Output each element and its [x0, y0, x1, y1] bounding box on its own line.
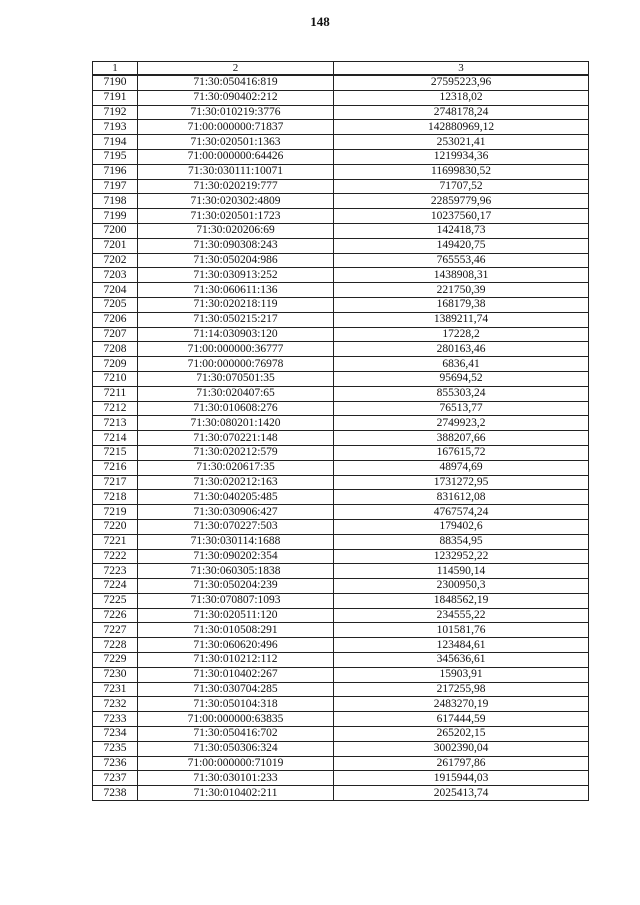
value-cell: 12318,02 [334, 90, 589, 105]
table-row [93, 297, 589, 312]
table-row [93, 164, 589, 179]
table-body [93, 75, 589, 801]
table-row [93, 179, 589, 194]
cadastral-number-cell: 71:30:060611:136 [138, 283, 334, 298]
header-row [93, 62, 589, 76]
cadastral-number-cell: 71:30:060620:496 [138, 638, 334, 653]
table-row [93, 312, 589, 327]
value-cell: 2748178,24 [334, 105, 589, 120]
cadastral-number-cell: 71:30:020501:1363 [138, 135, 334, 150]
row-number-cell: 7232 [93, 697, 138, 712]
table-row [93, 727, 589, 742]
table-row [93, 268, 589, 283]
column-header-3: 3 [334, 62, 589, 76]
cadastral-number-cell: 71:30:020511:120 [138, 608, 334, 623]
table-row [93, 90, 589, 105]
cadastral-number-cell: 71:00:000000:64426 [138, 149, 334, 164]
value-cell: 4767574,24 [334, 505, 589, 520]
row-number-cell: 7224 [93, 579, 138, 594]
row-number-cell: 7236 [93, 756, 138, 771]
column-header-1: 1 [93, 62, 138, 76]
row-number-cell: 7198 [93, 194, 138, 209]
cadastral-number-cell: 71:30:030913:252 [138, 268, 334, 283]
value-cell: 11699830,52 [334, 164, 589, 179]
row-number-cell: 7201 [93, 238, 138, 253]
cadastral-number-cell: 71:30:050306:324 [138, 741, 334, 756]
row-number-cell: 7234 [93, 727, 138, 742]
table-row [93, 342, 589, 357]
row-number-cell: 7237 [93, 771, 138, 786]
row-number-cell: 7225 [93, 593, 138, 608]
value-cell: 1389211,74 [334, 312, 589, 327]
cadastral-number-cell: 71:30:020302:4809 [138, 194, 334, 209]
cadastral-number-cell: 71:30:050416:819 [138, 75, 334, 90]
row-number-cell: 7194 [93, 135, 138, 150]
table-row [93, 105, 589, 120]
value-cell: 831612,08 [334, 490, 589, 505]
cadastral-number-cell: 71:30:070807:1093 [138, 593, 334, 608]
table-row [93, 638, 589, 653]
table-row [93, 357, 589, 372]
cadastral-number-cell: 71:30:030101:233 [138, 771, 334, 786]
cadastral-number-cell: 71:30:010608:276 [138, 401, 334, 416]
cadastral-number-cell: 71:30:060305:1838 [138, 564, 334, 579]
cadastral-number-cell: 71:30:090202:354 [138, 549, 334, 564]
cadastral-number-cell: 71:30:050416:702 [138, 727, 334, 742]
cadastral-number-cell: 71:30:020407:65 [138, 386, 334, 401]
row-number-cell: 7191 [93, 90, 138, 105]
table-header [93, 62, 589, 76]
cadastral-number-cell: 71:30:020617:35 [138, 460, 334, 475]
cadastral-number-cell: 71:30:020212:163 [138, 475, 334, 490]
table-row [93, 593, 589, 608]
row-number-cell: 7208 [93, 342, 138, 357]
table-row [93, 371, 589, 386]
row-number-cell: 7212 [93, 401, 138, 416]
value-cell: 1915944,03 [334, 771, 589, 786]
value-cell: 1219934,36 [334, 149, 589, 164]
row-number-cell: 7233 [93, 712, 138, 727]
value-cell: 168179,38 [334, 297, 589, 312]
row-number-cell: 7203 [93, 268, 138, 283]
row-number-cell: 7213 [93, 416, 138, 431]
cadastral-number-cell: 71:30:030111:10071 [138, 164, 334, 179]
table-row [93, 623, 589, 638]
table-row [93, 741, 589, 756]
cadastral-number-cell: 71:30:010402:267 [138, 667, 334, 682]
table-row [93, 253, 589, 268]
table-row [93, 223, 589, 238]
value-cell: 265202,15 [334, 727, 589, 742]
row-number-cell: 7214 [93, 431, 138, 446]
table-row [93, 786, 589, 801]
cadastral-number-cell: 71:30:050204:986 [138, 253, 334, 268]
value-cell: 253021,41 [334, 135, 589, 150]
table-row [93, 653, 589, 668]
value-cell: 22859779,96 [334, 194, 589, 209]
row-number-cell: 7218 [93, 490, 138, 505]
table-row [93, 75, 589, 90]
table-row [93, 135, 589, 150]
table-row [93, 401, 589, 416]
table-row [93, 120, 589, 135]
row-number-cell: 7220 [93, 519, 138, 534]
value-cell: 142880969,12 [334, 120, 589, 135]
row-number-cell: 7199 [93, 209, 138, 224]
value-cell: 179402,6 [334, 519, 589, 534]
cadastral-number-cell: 71:00:000000:71837 [138, 120, 334, 135]
value-cell: 855303,24 [334, 386, 589, 401]
table-row [93, 490, 589, 505]
cadastral-number-cell: 71:30:040205:485 [138, 490, 334, 505]
row-number-cell: 7207 [93, 327, 138, 342]
value-cell: 345636,61 [334, 653, 589, 668]
cadastral-number-cell: 71:30:030114:1688 [138, 534, 334, 549]
value-cell: 3002390,04 [334, 741, 589, 756]
value-cell: 167615,72 [334, 445, 589, 460]
cadastral-number-cell: 71:30:050204:239 [138, 579, 334, 594]
table-row [93, 209, 589, 224]
table-row [93, 756, 589, 771]
value-cell: 765553,46 [334, 253, 589, 268]
value-cell: 95694,52 [334, 371, 589, 386]
row-number-cell: 7190 [93, 75, 138, 90]
cadastral-number-cell: 71:30:020501:1723 [138, 209, 334, 224]
value-cell: 2300950,3 [334, 579, 589, 594]
row-number-cell: 7227 [93, 623, 138, 638]
value-cell: 10237560,17 [334, 209, 589, 224]
row-number-cell: 7217 [93, 475, 138, 490]
value-cell: 280163,46 [334, 342, 589, 357]
table-row [93, 416, 589, 431]
table-row [93, 667, 589, 682]
cadastral-number-cell: 71:00:000000:63835 [138, 712, 334, 727]
row-number-cell: 7200 [93, 223, 138, 238]
row-number-cell: 7215 [93, 445, 138, 460]
table-row [93, 564, 589, 579]
value-cell: 2749923,2 [334, 416, 589, 431]
value-cell: 27595223,96 [334, 75, 589, 90]
row-number-cell: 7210 [93, 371, 138, 386]
row-number-cell: 7195 [93, 149, 138, 164]
table-row [93, 579, 589, 594]
cadastral-number-cell: 71:30:010402:211 [138, 786, 334, 801]
row-number-cell: 7238 [93, 786, 138, 801]
page-number: 148 [310, 14, 330, 29]
row-number-cell: 7197 [93, 179, 138, 194]
column-header-2: 2 [138, 62, 334, 76]
row-number-cell: 7192 [93, 105, 138, 120]
cadastral-number-cell: 71:30:050104:318 [138, 697, 334, 712]
table-row [93, 238, 589, 253]
cadastral-number-cell: 71:30:010212:112 [138, 653, 334, 668]
row-number-cell: 7209 [93, 357, 138, 372]
row-number-cell: 7228 [93, 638, 138, 653]
value-cell: 6836,41 [334, 357, 589, 372]
cadastral-number-cell: 71:30:010508:291 [138, 623, 334, 638]
cadastral-number-cell: 71:00:000000:71019 [138, 756, 334, 771]
value-cell: 88354,95 [334, 534, 589, 549]
value-cell: 123484,61 [334, 638, 589, 653]
table-row [93, 682, 589, 697]
data-table [92, 61, 589, 801]
value-cell: 221750,39 [334, 283, 589, 298]
row-number-cell: 7206 [93, 312, 138, 327]
table-row [93, 549, 589, 564]
value-cell: 388207,66 [334, 431, 589, 446]
cadastral-number-cell: 71:30:070221:148 [138, 431, 334, 446]
table-row [93, 431, 589, 446]
value-cell: 261797,86 [334, 756, 589, 771]
table-row [93, 534, 589, 549]
cadastral-number-cell: 71:30:020212:579 [138, 445, 334, 460]
table-row [93, 445, 589, 460]
value-cell: 17228,2 [334, 327, 589, 342]
value-cell: 48974,69 [334, 460, 589, 475]
table-row [93, 475, 589, 490]
row-number-cell: 7221 [93, 534, 138, 549]
row-number-cell: 7226 [93, 608, 138, 623]
value-cell: 1438908,31 [334, 268, 589, 283]
cadastral-number-cell: 71:30:020218:119 [138, 297, 334, 312]
table-row [93, 505, 589, 520]
row-number-cell: 7193 [93, 120, 138, 135]
row-number-cell: 7216 [93, 460, 138, 475]
cadastral-number-cell: 71:30:020219:777 [138, 179, 334, 194]
table-row [93, 712, 589, 727]
cadastral-number-cell: 71:30:090402:212 [138, 90, 334, 105]
table-row [93, 283, 589, 298]
value-cell: 2025413,74 [334, 786, 589, 801]
row-number-cell: 7211 [93, 386, 138, 401]
cadastral-number-cell: 71:30:030906:427 [138, 505, 334, 520]
row-number-cell: 7231 [93, 682, 138, 697]
cadastral-number-cell: 71:00:000000:76978 [138, 357, 334, 372]
table-row [93, 460, 589, 475]
cadastral-number-cell: 71:30:020206:69 [138, 223, 334, 238]
cadastral-number-cell: 71:00:000000:36777 [138, 342, 334, 357]
value-cell: 2483270,19 [334, 697, 589, 712]
table-row [93, 327, 589, 342]
value-cell: 142418,73 [334, 223, 589, 238]
cadastral-number-cell: 71:30:010219:3776 [138, 105, 334, 120]
table-row [93, 697, 589, 712]
row-number-cell: 7229 [93, 653, 138, 668]
value-cell: 149420,75 [334, 238, 589, 253]
cadastral-number-cell: 71:14:030903:120 [138, 327, 334, 342]
cadastral-number-cell: 71:30:070227:503 [138, 519, 334, 534]
value-cell: 1232952,22 [334, 549, 589, 564]
table-row [93, 149, 589, 164]
row-number-cell: 7204 [93, 283, 138, 298]
row-number-cell: 7219 [93, 505, 138, 520]
cadastral-number-cell: 71:30:070501:35 [138, 371, 334, 386]
cadastral-number-cell: 71:30:090308:243 [138, 238, 334, 253]
value-cell: 71707,52 [334, 179, 589, 194]
value-cell: 1731272,95 [334, 475, 589, 490]
row-number-cell: 7196 [93, 164, 138, 179]
table-row [93, 519, 589, 534]
row-number-cell: 7235 [93, 741, 138, 756]
value-cell: 114590,14 [334, 564, 589, 579]
cadastral-number-cell: 71:30:080201:1420 [138, 416, 334, 431]
row-number-cell: 7202 [93, 253, 138, 268]
value-cell: 234555,22 [334, 608, 589, 623]
row-number-cell: 7205 [93, 297, 138, 312]
value-cell: 1848562,19 [334, 593, 589, 608]
row-number-cell: 7222 [93, 549, 138, 564]
value-cell: 101581,76 [334, 623, 589, 638]
value-cell: 76513,77 [334, 401, 589, 416]
table-row [93, 194, 589, 209]
table-row [93, 608, 589, 623]
table-row [93, 771, 589, 786]
value-cell: 617444,59 [334, 712, 589, 727]
cadastral-number-cell: 71:30:030704:285 [138, 682, 334, 697]
row-number-cell: 7230 [93, 667, 138, 682]
cadastral-number-cell: 71:30:050215:217 [138, 312, 334, 327]
table-row [93, 386, 589, 401]
row-number-cell: 7223 [93, 564, 138, 579]
value-cell: 15903,91 [334, 667, 589, 682]
value-cell: 217255,98 [334, 682, 589, 697]
